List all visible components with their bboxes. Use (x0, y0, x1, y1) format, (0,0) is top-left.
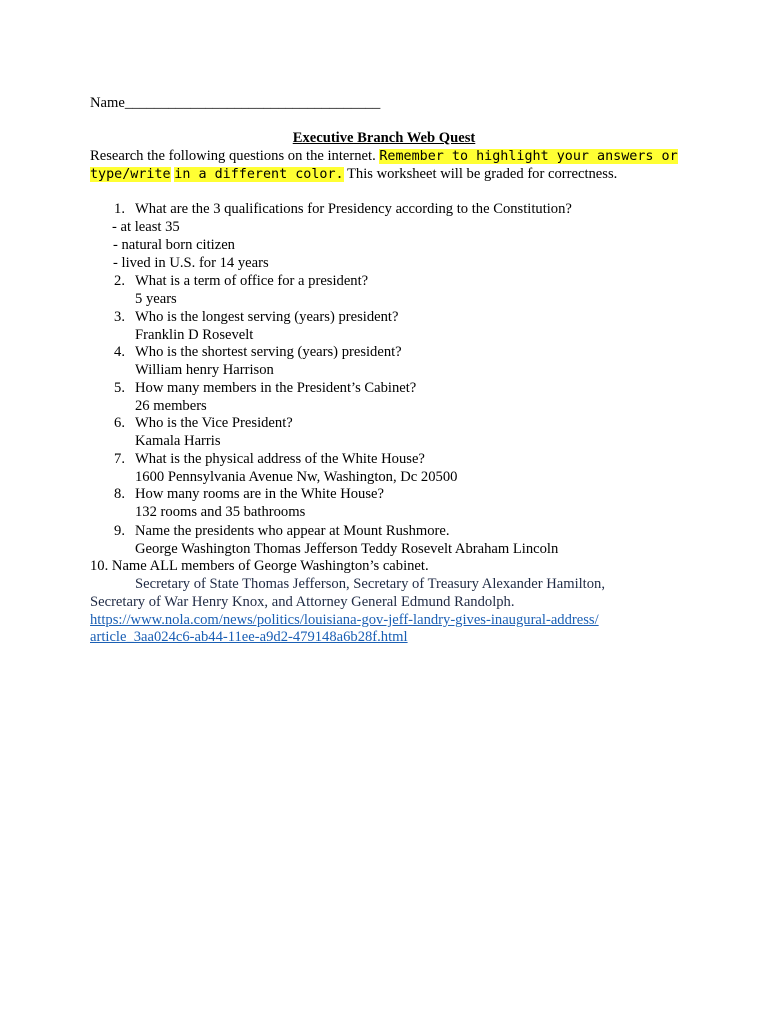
question-6 (103, 414, 293, 432)
question-text: Who is the Vice President? (135, 415, 293, 431)
question-9 (103, 522, 450, 540)
q1-answer-3: - lived in U.S. for 14 years (113, 255, 269, 271)
question-text: How many rooms are in the White House? (135, 486, 384, 502)
question-number: 2. (114, 273, 125, 289)
name-field-label: Name___________________________________ (90, 95, 381, 111)
question-8 (103, 485, 384, 503)
intro-text-2: This worksheet will be graded for correctness. (343, 166, 618, 182)
question-5 (103, 379, 416, 397)
answer-8: 132 rooms and 35 bathrooms (135, 504, 306, 520)
answer-3: Franklin D Rosevelt (135, 327, 254, 343)
answer-4: William henry Harrison (135, 362, 274, 378)
answer-10-line-2: Secretary of War Henry Knox, and Attorney General Edmund Randolph. (90, 594, 515, 610)
answer-9: George Washington Thomas Jefferson Teddy Rosevelt Abraham Lincoln (135, 541, 559, 557)
question-10 (90, 557, 429, 575)
answer-5: 26 members (135, 398, 207, 414)
question-text: How many members in the President’s Cabinet? (135, 380, 417, 396)
question-text: Name the presidents who appear at Mount Rushmore. (135, 523, 450, 539)
answer-10-line-1: Secretary of State Thomas Jefferson, Secretary of Treasury Alexander Hamilton, (135, 576, 605, 592)
question-text: Who is the longest serving (years) president? (135, 309, 399, 325)
answer-2: 5 years (135, 291, 177, 307)
reference-link-line-2[interactable]: article_3aa024c6-ab44-11ee-a9d2-479148a6b28f.html (90, 629, 408, 645)
reference-link-line-1[interactable]: https://www.nola.com/news/politics/louisiana-gov-jeff-landry-gives-inaugural-address/ (90, 612, 599, 628)
question-3 (103, 308, 398, 326)
question-number: 1. (114, 201, 125, 217)
question-text: Who is the shortest serving (years) president? (135, 344, 402, 360)
answer-7: 1600 Pennsylvania Avenue Nw, Washington, Dc 20500 (135, 469, 458, 485)
answer-6: Kamala Harris (135, 433, 221, 449)
intro-highlight-3: in a different color. (174, 167, 344, 182)
question-text: What are the 3 qualifications for Presidency according to the Constitution? (135, 201, 572, 217)
question-text: Name ALL members of George Washington’s cabinet. (111, 558, 429, 574)
question-2 (103, 272, 368, 290)
question-number: 9. (114, 523, 125, 539)
question-number: 4. (114, 344, 125, 360)
document-title: Executive Branch Web Quest (292, 130, 476, 146)
intro-highlight-2: type/write (90, 167, 171, 182)
intro-line-2 (90, 165, 617, 184)
question-1 (103, 200, 572, 218)
question-number: 3. (114, 309, 125, 325)
question-number: 8. (114, 486, 125, 502)
question-number: 5. (114, 380, 125, 396)
question-number: 6. (114, 415, 125, 431)
question-text: What is a term of office for a president? (135, 273, 369, 289)
q1-answer-1: - at least 35 (112, 219, 180, 235)
question-text: What is the physical address of the White House? (135, 451, 425, 467)
intro-line-1 (90, 147, 678, 166)
question-number: 7. (114, 451, 125, 467)
question-7 (103, 450, 425, 468)
question-number: 10. (90, 558, 109, 574)
intro-text: Research the following questions on the internet. (90, 148, 380, 164)
q1-answer-2: - natural born citizen (113, 237, 235, 253)
question-4 (103, 343, 402, 361)
intro-highlight-1: Remember to highlight your answers or (379, 149, 678, 164)
